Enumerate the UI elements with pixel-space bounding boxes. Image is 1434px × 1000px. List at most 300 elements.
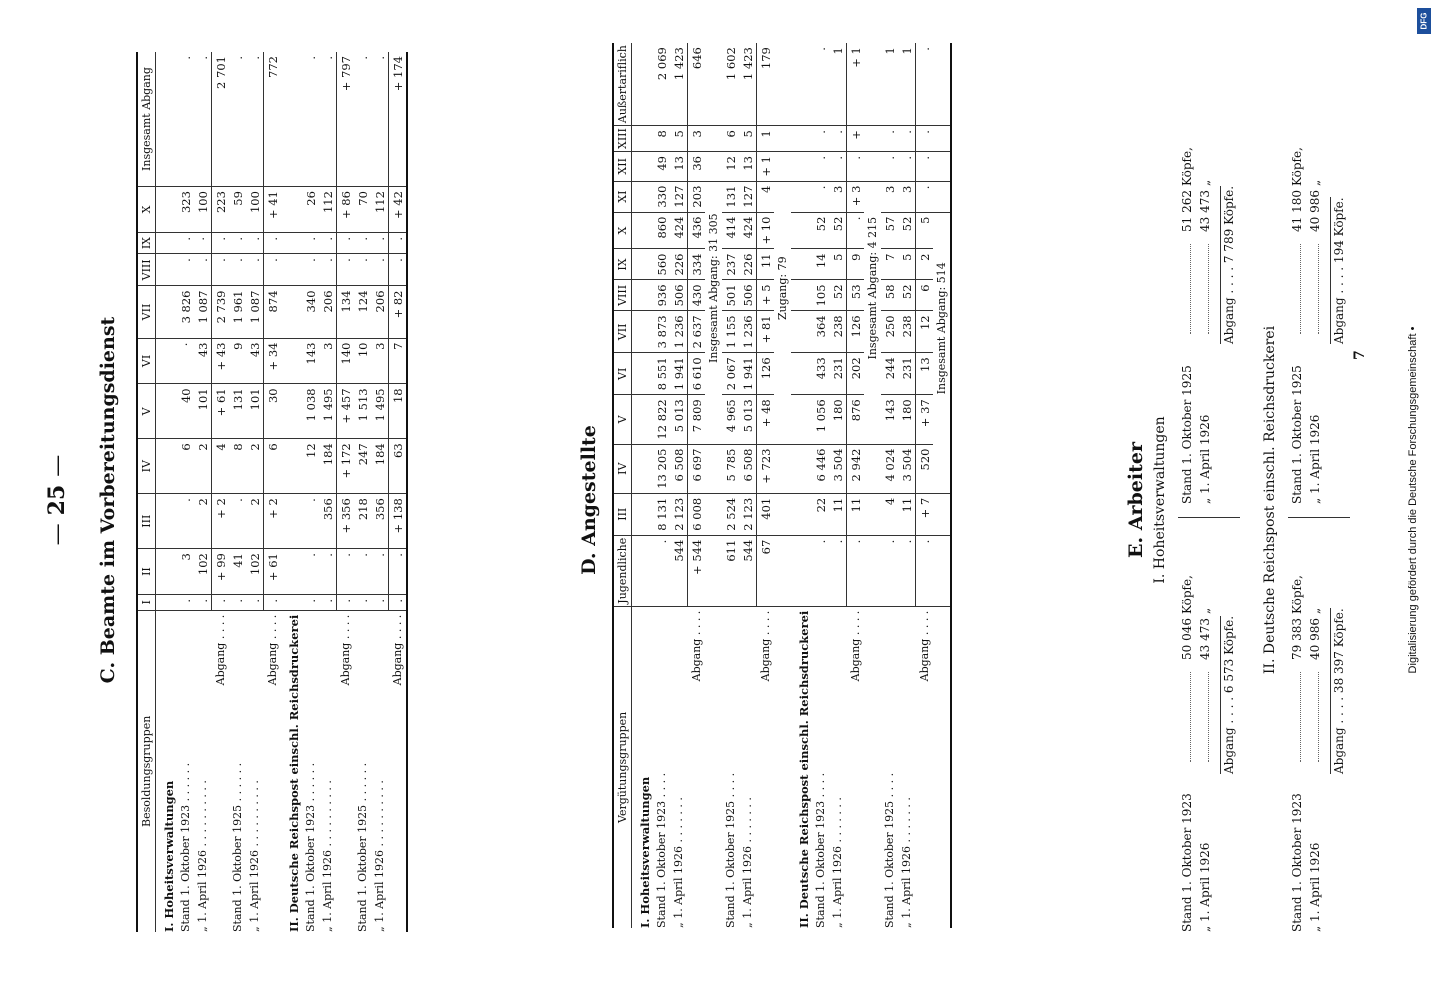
- table-d-row-label: I. Hoheitsverwaltungen: [637, 776, 652, 928]
- table-c-row-label: Stand 1. Oktober 1925 . . . . . .: [231, 762, 244, 932]
- table-d-cell: 4 024: [881, 444, 898, 493]
- table-d-cell: 52: [829, 280, 847, 311]
- table-c-row: [177, 52, 194, 932]
- table-c-cell: 1 513: [354, 384, 371, 439]
- table-c-cell: 1 495: [371, 384, 389, 439]
- e2-left-sum-value: 38 397: [1332, 651, 1346, 694]
- table-d-cell: 1: [881, 43, 898, 126]
- table-d-cell: 1: [757, 126, 775, 152]
- table-d-header-cell: III: [613, 493, 632, 535]
- e1-right-row2-unit: „: [1198, 179, 1212, 186]
- table-d-row-label: Abgang . . . .: [917, 610, 931, 682]
- e2-right-row1-value: 41 180: [1290, 190, 1304, 232]
- table-c-cell: 112: [371, 187, 389, 233]
- table-c-row-label: Stand 1. Oktober 1923 . . . . . .: [304, 762, 317, 932]
- e1-left-sum-value: 6 573: [1222, 658, 1236, 694]
- table-c-cell: 772: [264, 52, 282, 187]
- table-d-cell: .: [916, 43, 934, 126]
- table-c-cell: .: [194, 254, 212, 286]
- table-c-cell: .: [177, 232, 194, 253]
- table-c-cell: .: [354, 52, 371, 187]
- table-c-cell: .: [354, 594, 371, 610]
- table-d-header-cell: XIII: [613, 126, 632, 152]
- table-c-row-label: „ 1. April 1926 . . . . . . . . . .: [248, 780, 262, 932]
- table-d-cell: 49: [653, 152, 670, 182]
- table-d-cell: [705, 535, 722, 606]
- table-d-cell: [791, 493, 812, 535]
- table-c-cell: 9: [229, 338, 246, 384]
- table-d-cell: [632, 181, 654, 212]
- table-d-cell: 180: [898, 395, 916, 444]
- table-d-cell: + 81: [757, 311, 775, 353]
- table-d-cell: 1 155: [722, 311, 739, 353]
- table-c-cell: .: [194, 52, 212, 187]
- table-c-header-cell: V: [137, 384, 156, 439]
- table-c-cell: + 82: [389, 286, 408, 338]
- e2-right-sum-value: 194: [1332, 240, 1346, 264]
- table-d-cell: 13: [916, 353, 934, 395]
- table-d-cell: 14: [812, 249, 829, 280]
- table-c-header-cell: III: [137, 494, 156, 549]
- table-c-cell: 12: [302, 439, 319, 494]
- table-c-row: [281, 52, 302, 932]
- table-d-cell: 244: [881, 353, 898, 395]
- table-d-row-label: „ 1. April 1926 . . . . . . .: [900, 797, 914, 928]
- table-d-cell: + 544: [688, 535, 706, 606]
- table-d-cell: 8 131: [653, 493, 670, 535]
- table-c-header-cell: VIII: [137, 254, 156, 286]
- table-d-cell: [632, 395, 654, 444]
- table-d-cell: [632, 444, 654, 493]
- table-d-cell: 238: [898, 311, 916, 353]
- table-c-cell: 6: [177, 439, 194, 494]
- table-c-cell: [156, 384, 178, 439]
- table-d-cell: 330: [653, 181, 670, 212]
- table-c-row: [337, 52, 355, 932]
- table-d-cell: [632, 353, 654, 395]
- e2-left-row2-label: „ 1. April 1926: [1308, 842, 1322, 932]
- table-d-cell: 3 504: [898, 444, 916, 493]
- table-d-cell: 105: [812, 280, 829, 311]
- table-c-cell: + 174: [389, 52, 408, 187]
- table-c-row: [264, 52, 282, 932]
- digitization-note-text: Digitalisierung gefördert durch die Deutsche Forschungsgemeinschaft •: [1407, 326, 1419, 674]
- table-c-cell: 2 739: [212, 286, 230, 338]
- table-c-cell: 70: [354, 187, 371, 233]
- table-c-cell: .: [319, 594, 337, 610]
- table-c-cell: [281, 549, 302, 595]
- table-c-cell: .: [246, 52, 264, 187]
- table-d-cell: 5: [898, 249, 916, 280]
- table-c-cell: [281, 494, 302, 549]
- table-c-row: [319, 52, 337, 932]
- table-d-cell: [632, 249, 654, 280]
- table-d-cell: [791, 43, 812, 126]
- table-c-cell: 8: [229, 439, 246, 494]
- table-c-cell: 184: [371, 439, 389, 494]
- table-c-cell: [281, 232, 302, 253]
- table-c-row-label: „ 1. April 1926 . . . . . . . . . .: [321, 780, 335, 932]
- table-c-cell: 59: [229, 187, 246, 233]
- table-c-cell: .: [177, 254, 194, 286]
- table-c-header-cell: IX: [137, 232, 156, 253]
- table-d-cell: + 48: [757, 395, 775, 444]
- e2-right-row1-unit: Köpfe,: [1290, 147, 1304, 186]
- table-c-cell: [156, 549, 178, 595]
- table-c-cell: .: [371, 594, 389, 610]
- column-divider: [1288, 517, 1350, 518]
- table-d-cell: + 10: [757, 212, 775, 249]
- table-c-cell: 1 495: [319, 384, 337, 439]
- table-d-cell: [864, 43, 881, 126]
- table-d-cell: 6 446: [812, 444, 829, 493]
- table-d-cell: .: [898, 152, 916, 182]
- table-d-cell: 36: [688, 152, 706, 182]
- table-d-row: [791, 43, 812, 928]
- e1-left-sum-unit: Köpfe.: [1222, 615, 1236, 655]
- table-d-row: [670, 43, 688, 928]
- table-d-cell: 5 013: [670, 395, 688, 444]
- table-d-cell: .: [916, 152, 934, 182]
- e1-right-sum-label: Abgang . . . .: [1222, 266, 1236, 344]
- table-d-cell: 430: [688, 280, 706, 311]
- table-c-cell: .: [302, 254, 319, 286]
- table-d-cell: 53: [847, 280, 865, 311]
- e1-left-row1: [1180, 575, 1194, 932]
- table-d-cell: + 7: [916, 493, 934, 535]
- table-c-row: [246, 52, 264, 932]
- table-d-cell: 1 423: [670, 43, 688, 126]
- table-d-cell: 1 602: [722, 43, 739, 126]
- table-d-cell: [632, 493, 654, 535]
- page-number: [44, 0, 70, 1000]
- table-d-cell: + 1: [847, 43, 865, 126]
- table-d-row-label: II. Deutsche Reichspost einschl. Reichsdruckerei: [796, 610, 811, 928]
- table-d-cell: 506: [670, 280, 688, 311]
- table-c-cell: 2: [194, 494, 212, 549]
- table-c-cell: [156, 286, 178, 338]
- table-d-cell: 58: [881, 280, 898, 311]
- table-c-cell: .: [302, 52, 319, 187]
- table-d-cell: [933, 126, 951, 152]
- table-d-cell: .: [881, 126, 898, 152]
- table-d-row: [847, 43, 865, 928]
- e2-right-row2-unit: „: [1308, 179, 1322, 186]
- table-c-cell: .: [246, 254, 264, 286]
- dfg-logo-text: DFG: [1419, 12, 1429, 30]
- table-c-cell: [156, 494, 178, 549]
- table-d-cell: [791, 249, 812, 280]
- table-c-cell: .: [319, 254, 337, 286]
- table-d-cell: [933, 152, 951, 182]
- table-c-cell: [281, 439, 302, 494]
- table-c-row: [156, 52, 178, 932]
- table-d-cell: 250: [881, 311, 898, 353]
- table-d-cell: 11: [757, 249, 775, 280]
- table-d-cell: 544: [670, 535, 688, 606]
- table-d-cell: 226: [739, 249, 757, 280]
- table-d-row-label: Abgang . . . .: [758, 610, 772, 682]
- table-d-cell: [864, 126, 881, 152]
- table-d-cell: 544: [739, 535, 757, 606]
- section-e-part1-title: I. Hoheitsverwaltungen: [1152, 416, 1168, 584]
- table-c-cell: [156, 232, 178, 253]
- table-d-cell: [632, 535, 654, 606]
- table-c-cell: .: [246, 232, 264, 253]
- table-c-cell: + 43: [212, 338, 230, 384]
- table-d-cell: 364: [812, 311, 829, 353]
- table-c-cell: 247: [354, 439, 371, 494]
- table-c-header-cell: X: [137, 187, 156, 233]
- section-e-part2-title: II. Deutsche Reichspost einschl. Reichsdruckerei: [1262, 325, 1278, 675]
- table-d-cell: .: [898, 126, 916, 152]
- dot-leader: [1208, 244, 1209, 334]
- table-c-cell: [281, 187, 302, 233]
- table-c-row-label: Abgang . . . .: [265, 614, 279, 686]
- table-d-cell: 2: [916, 249, 934, 280]
- table-d-cell: 401: [757, 493, 775, 535]
- table-d-cell: 6: [722, 126, 739, 152]
- dot-leader: [1318, 244, 1319, 334]
- e1-left-row1-value: 50 046: [1180, 618, 1194, 660]
- table-c-cell: .: [177, 494, 194, 549]
- table-c-cell: .: [389, 254, 408, 286]
- table-d-header-cell: Vergütungsgruppen: [613, 606, 632, 928]
- table-d-cell: 6 610: [688, 353, 706, 395]
- table-d-cell: 11: [898, 493, 916, 535]
- table-c-cell: + 2: [212, 494, 230, 549]
- table-d-cell: 334: [688, 249, 706, 280]
- table-c-cell: .: [229, 52, 246, 187]
- table-d-cell: [864, 395, 881, 444]
- table-c-cell: 30: [264, 384, 282, 439]
- table-d-cell: 11: [829, 493, 847, 535]
- table-d-cell: [791, 395, 812, 444]
- e2-right-sum: [1330, 197, 1346, 344]
- table-c-cell: + 61: [264, 549, 282, 595]
- table-d-header-cell: Außertariflich: [613, 43, 632, 126]
- table-d-cell: [632, 126, 654, 152]
- table-angestellte: [612, 43, 952, 928]
- table-d-cell: 1 236: [739, 311, 757, 353]
- table-d-cell: [933, 535, 951, 606]
- table-c-cell: .: [246, 594, 264, 610]
- table-c-cell: 206: [371, 286, 389, 338]
- e2-left-sum: [1330, 608, 1346, 774]
- table-c-cell: 184: [319, 439, 337, 494]
- table-c-row: [194, 52, 212, 932]
- table-d-header-cell: Jugendliche: [613, 535, 632, 606]
- e1-right-sum: [1220, 186, 1236, 344]
- table-d-cell: 7 809: [688, 395, 706, 444]
- table-c-header-cell: IV: [137, 439, 156, 494]
- table-d-cell: 5 785: [722, 444, 739, 493]
- table-c-cell: [156, 187, 178, 233]
- table-d-row-label: „ 1. April 1926 . . . . . . .: [831, 797, 845, 928]
- table-c-cell: 100: [194, 187, 212, 233]
- table-d-cell: 5: [829, 249, 847, 280]
- table-c-cell: 63: [389, 439, 408, 494]
- table-c-cell: .: [302, 549, 319, 595]
- table-d-cell: [632, 212, 654, 249]
- table-c-cell: .: [177, 594, 194, 610]
- table-c-cell: 26: [302, 187, 319, 233]
- table-d-cell: 22: [812, 493, 829, 535]
- table-c-cell: + 797: [337, 52, 355, 187]
- table-d-cell: 5: [670, 126, 688, 152]
- table-c-cell: .: [229, 594, 246, 610]
- table-d-cell: [705, 126, 722, 152]
- table-c-row-label: Stand 1. Oktober 1923 . . . . . .: [179, 762, 192, 932]
- table-c-cell: .: [319, 232, 337, 253]
- bottom-page-mark: 7: [1352, 350, 1368, 360]
- table-d-row-label: Abgang . . . .: [689, 610, 703, 682]
- table-d-cell: [774, 444, 791, 493]
- table-d-cell: 231: [898, 353, 916, 395]
- table-c-cell: ·: [177, 338, 194, 384]
- section-c-title: C. Beamte im Vorbereitungsdienst: [97, 316, 119, 684]
- table-c-cell: 18: [389, 384, 408, 439]
- table-d-cell: [705, 493, 722, 535]
- table-c-header-cell: Besoldungsgruppen: [137, 610, 156, 932]
- table-c-cell: 100: [246, 187, 264, 233]
- table-d-cell: [791, 280, 812, 311]
- table-c-cell: .: [389, 232, 408, 253]
- table-d-row: [688, 43, 706, 928]
- table-d-row-label: [705, 606, 722, 928]
- table-d-cell: [791, 152, 812, 182]
- table-d-note: Insgesamt Abgang: 31 305: [707, 213, 720, 363]
- table-d-cell: 8 551: [653, 353, 670, 395]
- table-d-cell: [705, 444, 722, 493]
- table-c-cell: + 457: [337, 384, 355, 439]
- table-d-row: [722, 43, 739, 928]
- table-d-cell: 12: [722, 152, 739, 182]
- table-c-cell: .: [371, 549, 389, 595]
- e1-left-sum: [1220, 616, 1236, 774]
- table-c-cell: [156, 254, 178, 286]
- table-c-cell: [281, 254, 302, 286]
- e1-right-row2-value: 43 473: [1198, 190, 1212, 232]
- table-c-cell: + 356: [337, 494, 355, 549]
- table-c-cell: + 99: [212, 549, 230, 595]
- table-d-cell: 237: [722, 249, 739, 280]
- table-d-cell: 1: [898, 43, 916, 126]
- e2-left-row2-unit: „: [1308, 607, 1322, 614]
- table-c-cell: 206: [319, 286, 337, 338]
- table-d-cell: 1 941: [670, 353, 688, 395]
- table-d-cell: .: [847, 212, 865, 249]
- table-d-cell: 1 941: [739, 353, 757, 395]
- table-c-cell: + 41: [264, 187, 282, 233]
- table-c-cell: 43: [246, 338, 264, 384]
- table-c-cell: 3: [371, 338, 389, 384]
- table-d-cell: 424: [739, 212, 757, 249]
- table-d-cell: .: [847, 535, 865, 606]
- dot-leader: [1300, 244, 1301, 334]
- table-d-cell: 2 942: [847, 444, 865, 493]
- table-d-cell: [705, 395, 722, 444]
- table-c-cell: .: [389, 594, 408, 610]
- table-d-cell: 67: [757, 535, 775, 606]
- table-d-cell: 4 965: [722, 395, 739, 444]
- e1-right-row1: [1180, 147, 1194, 504]
- table-c-cell: 356: [319, 494, 337, 549]
- table-d-row-label: „ 1. April 1926 . . . . . . .: [741, 797, 755, 928]
- e2-right-row2-label: „ 1. April 1926: [1308, 414, 1322, 504]
- table-d-cell: [933, 444, 951, 493]
- e1-right-row1-value: 51 262: [1180, 190, 1194, 232]
- table-d-cell: 4: [757, 181, 775, 212]
- table-d-header-cell: X: [613, 212, 632, 249]
- table-c-cell: + 42: [389, 187, 408, 233]
- table-c-cell: + 2: [264, 494, 282, 549]
- table-c-cell: 10: [354, 338, 371, 384]
- table-c-cell: .: [229, 494, 246, 549]
- e2-left-sum-unit: Köpfe.: [1332, 608, 1346, 648]
- table-d-cell: [774, 535, 791, 606]
- dot-leader: [1300, 672, 1301, 762]
- table-d-row-label: Stand 1. Oktober 1923 . . . .: [655, 772, 668, 928]
- table-d-cell: 436: [688, 212, 706, 249]
- table-c-cell: .: [194, 594, 212, 610]
- table-d-cell: .: [916, 181, 934, 212]
- table-c-cell: .: [177, 52, 194, 187]
- table-d-cell: 226: [670, 249, 688, 280]
- table-c-row-label: Abgang . . . .: [390, 614, 404, 686]
- e2-left-row2-value: 40 986: [1308, 618, 1322, 660]
- table-c-cell: [281, 594, 302, 610]
- table-d-cell: [632, 311, 654, 353]
- table-c-row: [302, 52, 319, 932]
- table-d-cell: [933, 43, 951, 126]
- table-c-header: [137, 52, 156, 932]
- table-d-row: [829, 43, 847, 928]
- table-c-cell: 1 961: [229, 286, 246, 338]
- table-c-cell: .: [302, 594, 319, 610]
- table-c-row: [389, 52, 408, 932]
- table-d-cell: [791, 181, 812, 212]
- table-d-cell: .: [812, 43, 829, 126]
- table-d-row: [916, 43, 934, 928]
- table-c-cell: .: [337, 594, 355, 610]
- table-d-cell: 180: [829, 395, 847, 444]
- table-c-cell: .: [264, 254, 282, 286]
- table-c-cell: 4: [212, 439, 230, 494]
- table-c-cell: 2: [194, 439, 212, 494]
- e2-left-row1-label: Stand 1. Oktober 1923: [1290, 793, 1304, 932]
- table-c-cell: 40: [177, 384, 194, 439]
- table-d-cell: [632, 43, 654, 126]
- table-c-cell: [281, 338, 302, 384]
- table-d-row-label: Stand 1. Oktober 1923 . . . .: [814, 772, 827, 928]
- column-divider: [1178, 517, 1240, 518]
- table-c-cell: .: [371, 52, 389, 187]
- table-c-cell: .: [302, 232, 319, 253]
- table-d-cell: 6 008: [688, 493, 706, 535]
- table-d-cell: 1 056: [812, 395, 829, 444]
- dot-leader: [1318, 672, 1319, 762]
- table-d-cell: 203: [688, 181, 706, 212]
- table-c-row: [229, 52, 246, 932]
- table-d-cell: [864, 493, 881, 535]
- table-d-cell: 646: [688, 43, 706, 126]
- table-c-cell: .: [319, 549, 337, 595]
- table-d-cell: [864, 152, 881, 182]
- table-c-cell: 101: [194, 384, 212, 439]
- page-number-dash: —: [45, 454, 70, 477]
- table-d-cell: 2 067: [722, 353, 739, 395]
